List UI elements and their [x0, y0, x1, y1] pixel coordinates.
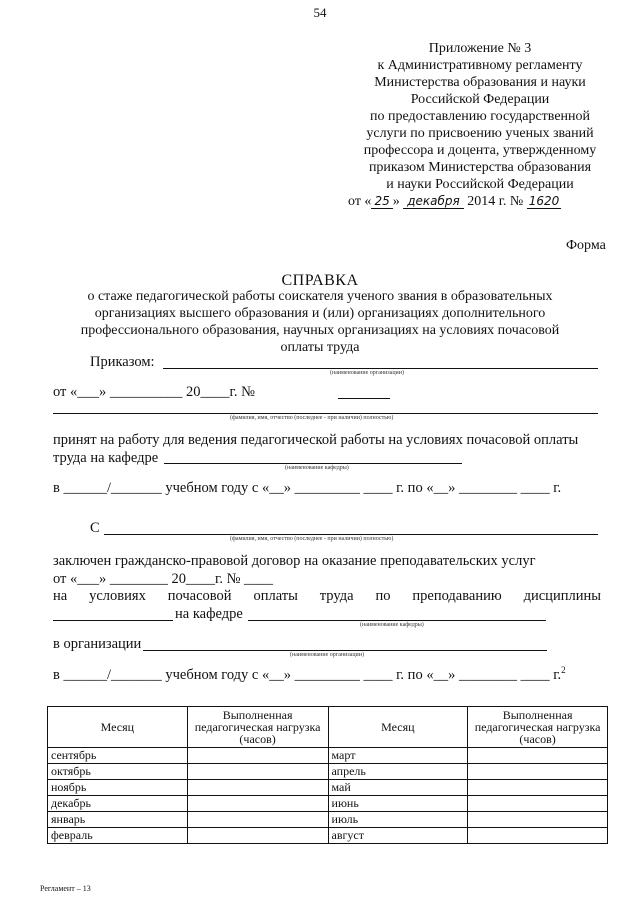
- table-row: февраль август: [48, 828, 608, 844]
- date-line-1: от «___» __________ 20____г. №: [53, 384, 255, 400]
- page-number: 54: [313, 5, 327, 20]
- appendix-line: по предоставлению государственной: [369, 109, 591, 124]
- dept2-field[interactable]: [248, 620, 546, 621]
- org-label: в организации: [53, 636, 142, 652]
- appendix-line: приказом Министерства образования: [368, 160, 592, 175]
- order-caption: (наименование организации): [330, 370, 404, 376]
- hours-table: [47, 706, 608, 844]
- document-subtitle: о стаже педагогической работы соискателя ученого звания в образовательных организациях высшего образования и (или) организациях дополнительного профессионального образования, научных организациях на условиях почасовой оплаты труда: [80, 289, 560, 355]
- hired-text: принят на работу для ведения педагогической работы на условиях почасовой оплаты: [53, 432, 579, 448]
- number-field-1[interactable]: [338, 398, 390, 399]
- s-label: С: [90, 520, 100, 536]
- form-label: Форма: [566, 238, 606, 253]
- year-line-2: в ______/_______ учебном году с «__» _________ ____ г. по «__» ________ ____ г.$^2$: [53, 665, 566, 683]
- appendix-line: Приложение № 3: [428, 41, 532, 56]
- appendix-line: Российской Федерации: [410, 92, 550, 107]
- contract-text: заключен гражданско-правовой договор на оказание преподавательских услуг: [53, 553, 536, 569]
- appendix-line: услуги по присвоению ученых званий: [366, 126, 594, 141]
- handwritten-month: декабря: [403, 194, 464, 209]
- org-field[interactable]: [143, 650, 547, 651]
- s-caption: (фамилия, имя, отчество (последнее - при наличии) полностью): [230, 536, 394, 542]
- year-line-1: в ______/_______ учебном году с «__» _________ ____ г. по «__» ________ ____ г.: [53, 480, 562, 496]
- footer-text: Регламент – 13: [40, 884, 91, 893]
- order-field[interactable]: [163, 368, 598, 369]
- header-month-2: Месяц: [328, 707, 468, 748]
- conditions-text: на условиях почасовой оплаты труда по преподаванию дисциплины: [53, 588, 601, 604]
- s-field[interactable]: [104, 534, 598, 535]
- appendix-line: профессора и доцента, утвержденному: [363, 143, 597, 158]
- handwritten-number: 1620: [528, 194, 560, 208]
- date-line-2: от «___» ________ 20____г. № ____: [53, 571, 274, 587]
- table-row: январь июль: [48, 812, 608, 828]
- appendix-line: Министерства образования и науки: [374, 75, 586, 90]
- header-month-1: Месяц: [48, 707, 188, 748]
- table-row: октябрь апрель: [48, 764, 608, 780]
- table-row: декабрь июнь: [48, 796, 608, 812]
- table-row: ноябрь май: [48, 780, 608, 796]
- header-hours-1: Выполненная педагогическая нагрузка (часов): [187, 707, 328, 748]
- document-title: СПРАВКА: [281, 272, 359, 289]
- handwritten-day: 25: [371, 194, 392, 209]
- fio-field[interactable]: [53, 413, 598, 414]
- dept-field[interactable]: [164, 463, 462, 464]
- order-label: Приказом:: [90, 354, 155, 370]
- appendix-date: от « 25 » декабря 2014 г. № 1620: [348, 194, 560, 209]
- appendix-line: и науки Российской Федерации: [386, 177, 574, 192]
- header-hours-2: Выполненная педагогическая нагрузка (часов): [468, 707, 608, 748]
- table-header-row: [48, 707, 608, 748]
- appendix-line: к Административному регламенту: [377, 58, 583, 73]
- dept-caption: (наименование кафедры): [285, 465, 349, 471]
- dept2-label: на кафедре: [175, 606, 243, 622]
- org-caption: (наименование организации): [290, 652, 364, 658]
- dept2-caption: (наименование кафедры): [360, 622, 424, 628]
- table-row: сентябрь март: [48, 748, 608, 764]
- discipline-field[interactable]: [53, 620, 173, 621]
- fio-caption: (фамилия, имя, отчество (последнее - при наличии) полностью): [230, 415, 394, 421]
- dept-label: труда на кафедре: [53, 450, 159, 466]
- appendix-block: [330, 40, 630, 210]
